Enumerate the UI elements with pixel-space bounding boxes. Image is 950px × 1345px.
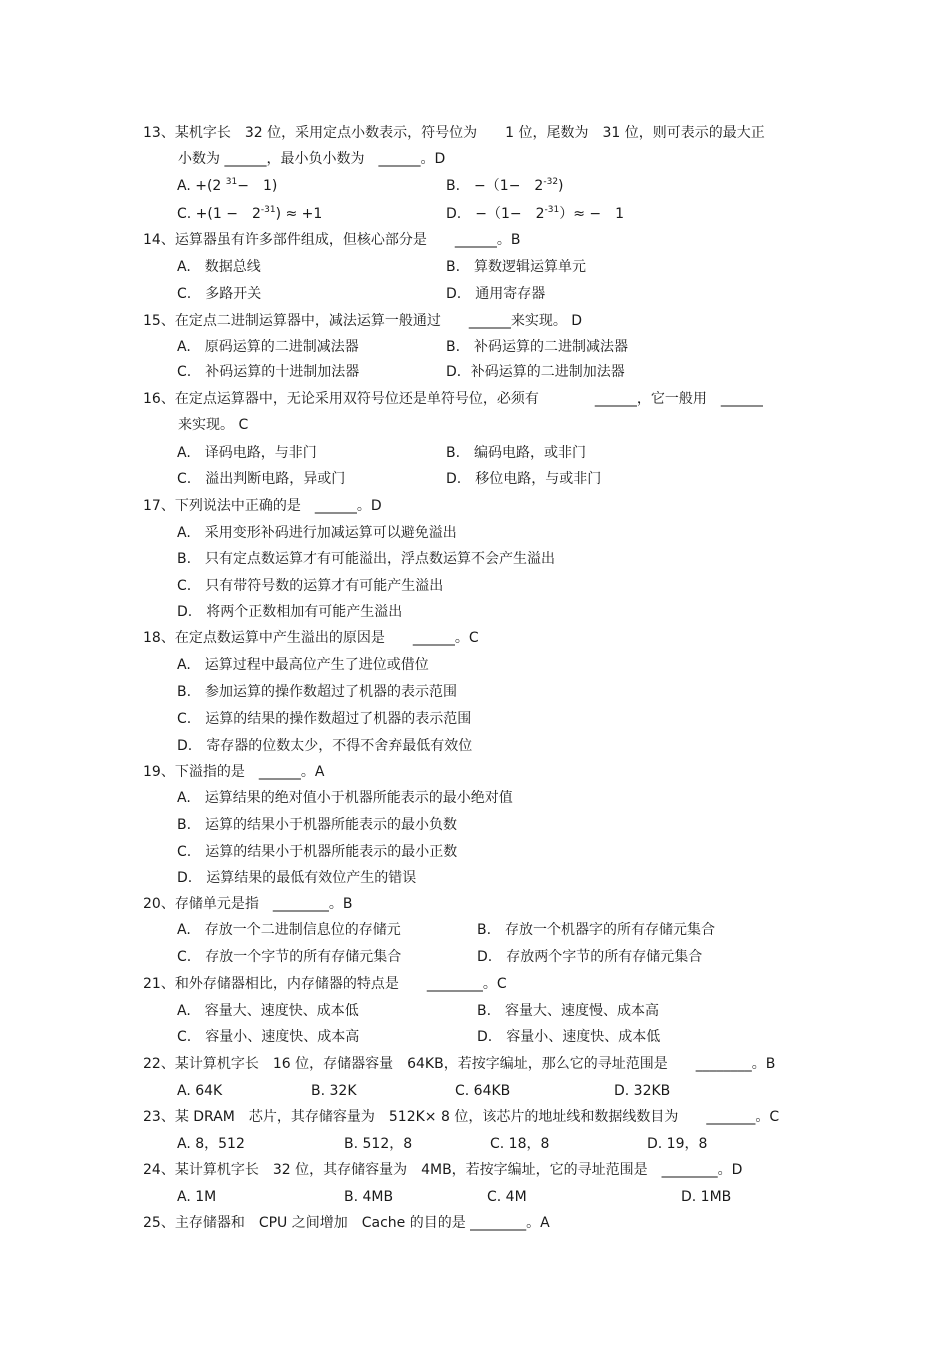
option-d: D. 通用寄存器 bbox=[446, 286, 546, 302]
option-c: C. 4M bbox=[487, 1189, 527, 1205]
option-a: A. +(2 $^{31}$− 1) bbox=[177, 177, 278, 194]
option-c: C. 64KB bbox=[455, 1083, 511, 1099]
question-text: 主存储器和 CPU 之间增加 Cache 的目的是 ________。A bbox=[174, 1215, 550, 1231]
option-c: C. 存放一个字节的所有存储元集合 bbox=[177, 949, 402, 965]
question-16 bbox=[143, 390, 763, 408]
option-c: C. 运算的结果的操作数超过了机器的表示范围 bbox=[177, 711, 472, 727]
question-13 bbox=[143, 124, 765, 142]
option-a: A. 8，512 bbox=[177, 1136, 245, 1152]
option-c: C. 只有带符号数的运算才有可能产生溢出 bbox=[177, 578, 444, 594]
question-23 bbox=[143, 1108, 779, 1126]
question-text: 在定点运算器中，无论采用双符号位还是单符号位，必须有 ______，它一般用 ______ bbox=[174, 391, 763, 407]
question-text: 某计算机字长 16 位，存储器容量 64KB，若按字编址，那么它的寻址范围是 ________。B bbox=[174, 1056, 776, 1072]
question-text: 在定点二进制运算器中，减法运算一般通过 ______来实现。 D bbox=[174, 313, 583, 329]
option-d: D. 1MB bbox=[681, 1189, 732, 1205]
question-14 bbox=[143, 231, 520, 249]
option-c: C. 18，8 bbox=[490, 1136, 550, 1152]
option-a: A. 数据总线 bbox=[177, 259, 261, 275]
option-a: A. 存放一个二进制信息位的存储元 bbox=[177, 922, 401, 938]
question-number: 23、 bbox=[143, 1109, 175, 1125]
option-b: B. 运算的结果小于机器所能表示的最小负数 bbox=[177, 817, 458, 833]
option-b: B. 只有定点数运算才有可能溢出，浮点数运算不会产生溢出 bbox=[177, 551, 556, 567]
option-a: A. 容量大、速度快、成本低 bbox=[177, 1003, 359, 1019]
option-d: D. 寄存器的位数太少，不得不舍弃最低有效位 bbox=[177, 738, 473, 754]
option-a: A. 译码电路，与非门 bbox=[177, 445, 317, 461]
question-number: 22、 bbox=[143, 1056, 175, 1072]
option-c: C. +(1 − $2^{-31}) \approx +1$ bbox=[177, 205, 323, 222]
option-b: B. 参加运算的操作数超过了机器的表示范围 bbox=[177, 684, 458, 700]
question-text: 某计算机字长 32 位，其存储容量为 4MB，若按字编址，它的寻址范围是 ________。D bbox=[174, 1162, 743, 1178]
question-15 bbox=[143, 312, 582, 330]
question-text-continued: 来实现。 C bbox=[178, 417, 249, 433]
question-25 bbox=[143, 1214, 550, 1232]
option-b: B. −（1− $2^{-32}$) bbox=[446, 177, 564, 194]
question-21 bbox=[143, 975, 507, 993]
question-number: 20、 bbox=[143, 896, 175, 912]
question-text: 和外存储器相比，内存储器的特点是 ________。C bbox=[174, 976, 507, 992]
option-a: A. 采用变形补码进行加减运算可以避免溢出 bbox=[177, 525, 457, 541]
option-c: C. 运算的结果小于机器所能表示的最小正数 bbox=[177, 844, 458, 860]
question-number: 14、 bbox=[143, 232, 175, 248]
option-a: A. 运算结果的绝对值小于机器所能表示的最小绝对值 bbox=[177, 790, 513, 806]
option-a: A. 1M bbox=[177, 1189, 217, 1205]
question-number: 24、 bbox=[143, 1162, 175, 1178]
question-number: 16、 bbox=[143, 391, 175, 407]
question-number: 17、 bbox=[143, 498, 175, 514]
question-22 bbox=[143, 1055, 775, 1073]
option-d: D. −（1− $2^{-31})\approx$ − 1 bbox=[446, 205, 625, 222]
question-number: 13、 bbox=[143, 125, 175, 141]
option-b: B. 容量大、速度慢、成本高 bbox=[477, 1003, 660, 1019]
question-text: 运算器虽有许多部件组成，但核心部分是 ______。B bbox=[174, 232, 521, 248]
question-text-continued: 小数为 ______，最小负小数为 ______。D bbox=[178, 151, 446, 167]
question-number: 18、 bbox=[143, 630, 175, 646]
option-a: A. 运算过程中最高位产生了进位或借位 bbox=[177, 657, 429, 673]
option-c: C. 补码运算的十进制加法器 bbox=[177, 364, 360, 380]
option-d: D. 32KB bbox=[614, 1083, 671, 1099]
question-17 bbox=[143, 497, 382, 515]
option-d: D. 容量小、速度快、成本低 bbox=[477, 1029, 661, 1045]
question-19 bbox=[143, 763, 324, 781]
option-d: D. 运算结果的最低有效位产生的错误 bbox=[177, 870, 417, 886]
option-c: C. 容量小、速度快、成本高 bbox=[177, 1029, 360, 1045]
question-text: 下溢指的是 ______。A bbox=[174, 764, 325, 780]
question-text: 在定点数运算中产生溢出的原因是 ______。C bbox=[174, 630, 479, 646]
question-text: 某 DRAM 芯片，其存储容量为 512K× 8 位，该芯片的地址线和数据线数目为 _______。C bbox=[174, 1109, 780, 1125]
option-c: C. 多路开关 bbox=[177, 286, 262, 302]
question-24 bbox=[143, 1161, 742, 1179]
question-text: 某机字长 32 位，采用定点小数表示，符号位为 1 位，尾数为 31 位，则可表示的最大正 bbox=[174, 125, 765, 141]
option-b: B. 编码电路，或非门 bbox=[446, 445, 587, 461]
option-d: D．补码运算的二进制加法器 bbox=[446, 364, 625, 380]
question-18 bbox=[143, 629, 479, 647]
option-d: D. 存放两个字节的所有存储元集合 bbox=[477, 949, 703, 965]
option-d: D. 19，8 bbox=[647, 1136, 708, 1152]
question-text: 存储单元是指 ________。B bbox=[174, 896, 353, 912]
option-b: B. 补码运算的二进制减法器 bbox=[446, 339, 629, 355]
option-b: B. 4MB bbox=[344, 1189, 394, 1205]
option-b: B. 512，8 bbox=[344, 1136, 413, 1152]
option-b: B. 算数逻辑运算单元 bbox=[446, 259, 587, 275]
question-number: 15、 bbox=[143, 313, 175, 329]
question-20 bbox=[143, 895, 352, 913]
question-number: 25、 bbox=[143, 1215, 175, 1231]
question-number: 19、 bbox=[143, 764, 175, 780]
option-a: A. 64K bbox=[177, 1083, 223, 1099]
question-number: 21、 bbox=[143, 976, 175, 992]
option-d: D. 移位电路，与或非门 bbox=[446, 471, 602, 487]
question-text: 下列说法中正确的是 ______。D bbox=[174, 498, 382, 514]
option-b: B. 存放一个机器字的所有存储元集合 bbox=[477, 922, 716, 938]
option-d: D. 将两个正数相加有可能产生溢出 bbox=[177, 604, 403, 620]
option-b: B. 32K bbox=[311, 1083, 357, 1099]
option-c: C. 溢出判断电路，异或门 bbox=[177, 471, 346, 487]
option-a: A. 原码运算的二进制减法器 bbox=[177, 339, 359, 355]
